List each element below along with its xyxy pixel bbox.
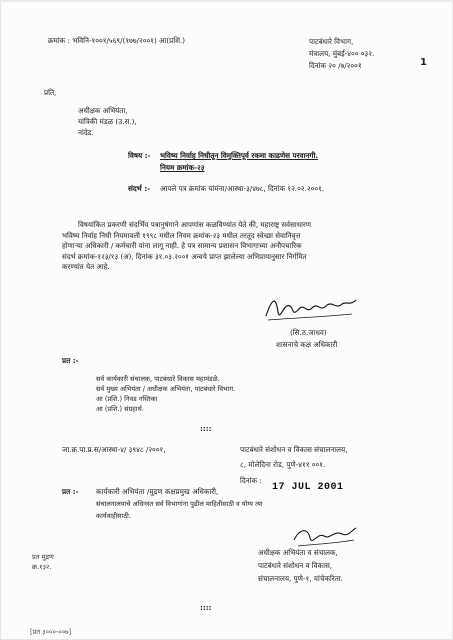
scan-edge (0, 0, 453, 2)
signature2-line-3: संचालनालय, पुणे-१, यांचेकरिता. (258, 574, 343, 583)
recipient-salutation: प्रति, (44, 88, 57, 97)
reference-label: संदर्भ :- (128, 184, 151, 193)
separator-mid: :::: (200, 424, 212, 433)
body-line: करण्यांत येत आहे. (62, 262, 110, 271)
separator-bottom: :::: (200, 603, 212, 612)
body-paragraph (62, 220, 422, 273)
recipient-line-3: नांदेड. (78, 128, 94, 137)
date-stamp: 17 JUL 2001 (272, 482, 344, 493)
recipient-line-2: यांत्रिकी मंडळ (उ.स.), (78, 117, 137, 126)
forward-reference: जा.क्र.पा.प्र.स/आस्था-४/ ३९४८ /२००१, (62, 445, 166, 454)
reference-number: क्रमांक : भविनि-१००१/५६९/(१७७/२००१) आ(प्रशि.) (48, 36, 186, 45)
margin-mark: 1 (420, 57, 427, 68)
body-line: संदर्भ क्रमांक-१२३/१३ (अ), दिनांक ३१.०३.२००१ अन्वये प्राप्त झालेल्या अभिप्रायानुसार निर्गमित (62, 251, 307, 261)
copy-to-item: आ (प्रशि.) निवड नस्तिका (96, 395, 158, 403)
copy2-label: प्रत :- (62, 487, 79, 496)
signature2-line-2: पाटबंधारे संशोधन व विकास, (258, 561, 333, 570)
copy2-line-2: संचालनालयाचे अधिनस्त सर्व विभागांना पुढील माहितीसाठी व योग्य त्या (96, 500, 263, 508)
left-stamp-line-1: प्रत मुद्रण (32, 553, 54, 561)
copy-to-label: प्रत :- (62, 356, 79, 365)
signature2-line-1: अधीक्षक अभियंता व संचालक, (258, 548, 338, 557)
body-line: होणाऱ्या अधिकारी / कर्मचारी यांना लागू नाही. हे पत्र सामान्य प्रशासन विभागाच्या अनौपचारिक (62, 241, 302, 250)
copy-to-item: सर्व कार्यकारी संचालक, पाटबंधारे विकास महामंडळे. (96, 375, 220, 383)
subject-label: विषय :- (128, 151, 151, 160)
body-line: विषयांकित प्रकरणी संदर्भिय पत्रानुषंगाने आपणांस कळविण्यांत येते की, महाराष्ट्र सर्वसाधारण (78, 220, 311, 229)
copy2-line-3: कार्यवाहीसाठी. (96, 512, 131, 520)
forward-office-name: पाटबंधारे संशोधन व विकास संचालनालय, (240, 445, 348, 454)
body-line: भविष्य निर्वाह निधी नियमावली १९९८ मधील नियम क्रमांक-२३ मधील तरतूद स्वेच्छा सेवानिवृत्त (62, 230, 301, 240)
copy-to-item: सर्व मुख्य अभियंता / अधीक्षक अभियंता, पाटबंधारे विभाग. (96, 385, 236, 393)
office-name: पाटबंधारे विभाग, (309, 37, 354, 46)
left-stamp-line-2: क्र.१३२. (32, 563, 52, 571)
forward-office-address: ८, मोलेदिना रोड, पुणे-४११ ००१. (240, 460, 326, 469)
copy2-line-1: कार्यकारी अभियंता /मुद्रण कक्षप्रमुख अधिकारी, (96, 487, 219, 496)
reference-text: आपले पत्र क्रमांक यांमंना/आस्था-३/४७८, दिनांक १२.०२.२००१. (160, 184, 325, 193)
corner-print-code: [प्रत ३०००-००७] (30, 628, 72, 636)
forward-date-label: दिनांक : (240, 476, 262, 485)
copy-to-item: आ (प्रशि.) संग्रहार्थ. (96, 405, 144, 413)
subject-line-1: भविष्य निर्वाह निधीतून विमुक्तिपूर्व रकमा काढणेस परवानगी. (160, 151, 319, 160)
signatory-designation: शासनाचे कक्ष अधिकारी (276, 340, 338, 349)
letter-date: दिनांक २० /७/२००१ (309, 61, 362, 70)
handwritten-signature-1 (262, 292, 362, 326)
subject-line-2: नियम क्रमांक-२३ (160, 163, 205, 172)
recipient-line-1: अधीक्षक अभियंता, (78, 106, 128, 115)
office-address: मंत्रालय, मुंबई-४०० ०३२. (309, 49, 375, 58)
signatory-name: (सि.ठ.जाधव) (290, 328, 327, 337)
